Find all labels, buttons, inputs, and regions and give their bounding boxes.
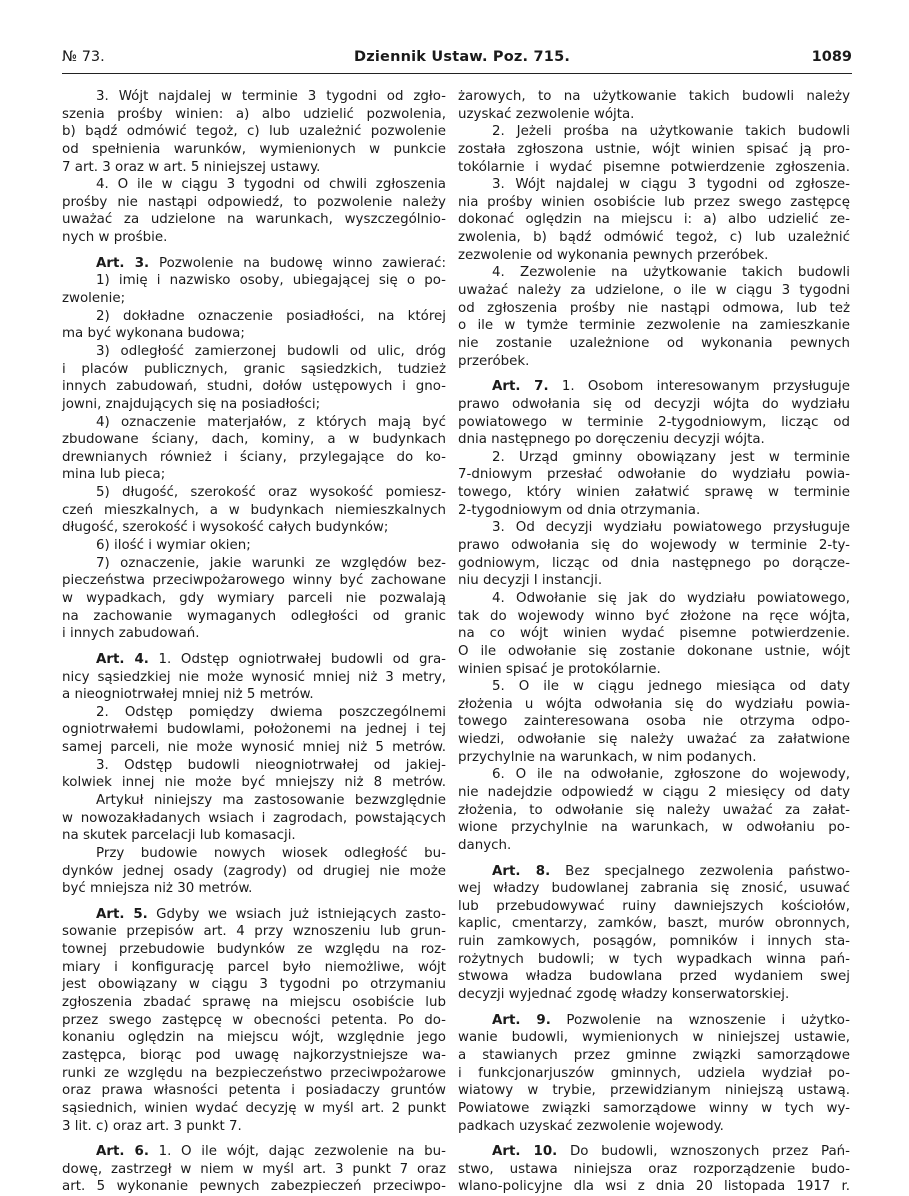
text-line: wiedzi, odwołanie się należy uważać za załatwione	[458, 732, 850, 748]
text-line: wej władzy budowlanej zabrania się znosić, usuwać	[458, 881, 850, 897]
text-line: art. 5 wykonanie pewnych zabezpieczeń przeciwpo-	[62, 1179, 446, 1195]
text-line: żarowych, to na użytkowanie takich budowli należy	[458, 89, 850, 104]
text-line: długość, szerokość i wysokość całych budynków;	[62, 520, 389, 536]
text-line: samej parceli, nie może wynosić mniej niż 5 metrów.	[62, 740, 446, 756]
text-line: i funkcjonarjuszów gminnych, udziela wydział po-	[458, 1065, 850, 1081]
text-line: na skutek parcelacji lub komasacji.	[62, 828, 296, 844]
text-line: Art. 10. Do budowli, wznoszonych przez Pań-	[492, 1144, 850, 1160]
text-line: uważać należy za udzielone, o ile w ciągu 3 tygodni	[458, 283, 850, 299]
text-line: godniowym, licząc od dnia następnego po dorącze-	[458, 555, 850, 571]
header-rule	[62, 73, 852, 74]
text-line: złożenia, to odwołanie się należy uważać za załat-	[458, 802, 850, 818]
text-line: drewnianych również i ściany, przylegające do ko-	[62, 449, 446, 465]
text-line: uważać za udzielone na warunkach, wyszczególnio-	[62, 212, 446, 228]
text-line: dnia następnego po doręczeniu decyzji wójta.	[458, 432, 765, 448]
text-line: sowanie przepisów art. 4 przy wznoszeniu lub grun-	[62, 924, 446, 940]
text-line: Art. 4. 1. Odstęp ogniotrwałej budowli od gra-	[96, 651, 446, 667]
text-line: 7-dniowym przesłać odwołanie do wydziału powia-	[458, 467, 850, 483]
text-line: lub przebudowywać ruiny dawniejszych kościołów,	[458, 898, 850, 914]
text-line: nicy sąsiedzkiej nie może wynosić mniej niż 3 metry,	[62, 669, 446, 685]
text-line: 5. O ile w ciągu jednego miesiąca od daty	[492, 679, 850, 695]
article-heading: Art. 9.	[492, 1012, 551, 1028]
text-line: powiatowego w terminie 2-tygodniowym, licząc od	[458, 414, 850, 430]
text-line: a stawianych przez gminne związki samorządowe	[458, 1047, 850, 1063]
text-line: winien spisać je protokólarnie.	[458, 661, 661, 677]
text-line: stwo, ustawa niniejsza oraz rozporządzenie budo-	[458, 1161, 850, 1177]
paragraph-gap	[458, 855, 850, 863]
text-line: prawo odwołania się od decyzji wójta do wydziału	[458, 396, 850, 412]
text-line: kaplic, cmentarzy, zamków, baszt, murów obronnych,	[458, 916, 850, 932]
text-line: została zgłoszona ustnie, wójt winien spisać ją pro-	[458, 141, 850, 157]
text-line: padkach uzyskać zezwolenie wojewody.	[458, 1118, 724, 1134]
text-line: 4. O ile w ciągu 3 tygodni od chwili zgłoszenia	[96, 177, 446, 193]
text-line: pieczeństwa przeciwpożarowego winny być zachowane	[62, 573, 446, 589]
text-line: w wypadkach, gdy wymiary parceli nie pozwalają	[62, 590, 446, 606]
text-line: sąsiednich, winien wydać decyzję w myśl art. 2 punkt	[62, 1100, 446, 1116]
text-line: konaniu oględzin na miejscu wójt, względnie jego	[62, 1030, 446, 1046]
text-line: 2. Odstęp pomiędzy dwiema poszczególnemi	[96, 704, 446, 720]
text-line: i placów publicznych, granic sąsiedzkich, tudzież	[62, 361, 446, 377]
text-line: ogniotrwałemi budowlami, położonemi na jednej i tej	[62, 722, 446, 738]
text-line: być mniejsza niż 30 metrów.	[62, 881, 253, 897]
text-line: zwolenie;	[62, 291, 126, 307]
left-text-column	[62, 88, 446, 1196]
text-line: kolwiek innej nie może być mniejszy niż 8 metrów.	[62, 775, 446, 791]
text-line: prośby nie nastąpi odpowiedź, to pozwolenie należy	[62, 194, 446, 210]
text-line: runki ze względu na bezpieczeństwo przeciwpożarowe	[62, 1065, 446, 1081]
text-line: wlano-policyjne dla wsi z dnia 20 listopada 1917 r.	[458, 1179, 850, 1195]
text-line: nia prośby winien osobiście lub przez swego zastępcę	[458, 194, 850, 210]
text-line: niu decyzji I instancji.	[458, 573, 603, 589]
text-line: 3. Wójt najdalej w ciągu 3 tygodni od zgłosze-	[492, 177, 850, 193]
text-line: w nowozakładanych wsiach i zagrodach, powstających	[62, 810, 446, 826]
text-line: od spełnienia warunków, wymienionych w punkcie	[62, 141, 446, 157]
text-line: 7) oznaczenie, jakie warunki ze względów bez-	[96, 555, 446, 571]
text-line: O ile odwołanie się zostanie dokonane ustnie, wójt	[458, 643, 850, 659]
text-line: przez swego zastępcę w obecności petenta. Po do-	[62, 1012, 446, 1028]
text-line: 1) imię i nazwisko osoby, ubiegającej się o po-	[96, 273, 446, 289]
text-line: nie nadejdzie odpowiedź w ciągu 2 miesięcy od daty	[458, 784, 850, 800]
text-line: przeróbek.	[458, 353, 530, 369]
page-number: 1089	[811, 49, 852, 65]
article-heading: Art. 6.	[96, 1144, 149, 1160]
text-line: 2. Urząd gminny obowiązany jest w terminie	[492, 449, 850, 465]
text-line: townej przebudowie budynków ze względu na roz-	[62, 942, 446, 958]
text-line: towego zainteresowana osoba nie otrzyma odpo-	[458, 714, 850, 730]
text-line: Art. 7. 1. Osobom interesowanym przysługuje	[492, 379, 850, 395]
text-line: Przy budowie nowych wiosek odległość bu-	[96, 845, 446, 861]
text-line: 2. Jeżeli prośba na użytkowanie takich budowli	[492, 124, 850, 140]
text-line: jest obowiązany w ciągu 3 tygodni po otrzymaniu	[62, 977, 446, 993]
text-line: miary i konfigurację parcel było niemożliwe, wójt	[62, 959, 446, 975]
text-line: Art. 6. 1. O ile wójt, dając zezwolenie na bu-	[96, 1144, 446, 1160]
article-heading: Art. 3.	[96, 255, 150, 271]
paragraph-gap	[62, 643, 446, 651]
text-line: jowni, znajdujących się na posiadłości;	[62, 396, 321, 412]
text-line: 3. Od decyzji wydziału powiatowego przysługuje	[492, 520, 850, 536]
text-line: zgłoszenia zbadać sprawę na miejscu osobiście lub	[62, 995, 446, 1011]
text-line: dynków jednej osady (zagrody) od drugiej nie może	[62, 863, 446, 879]
text-line: tak do wojewody winno być złożone na ręce wójta,	[458, 608, 850, 624]
text-line: zastępca, biorąc pod uwagę najkorzystniejsze wa-	[62, 1047, 446, 1063]
paragraph-gap	[458, 1135, 850, 1143]
paragraph-gap	[62, 1135, 446, 1143]
text-line: 5) długość, szerokość oraz wysokość pomiesz-	[96, 485, 446, 501]
text-line: uzyskać zezwolenie wójta.	[458, 106, 635, 122]
text-line: prawo odwołania się do wojewody w terminie 2-ty-	[458, 538, 850, 554]
text-line: ma być wykonana budowa;	[62, 326, 245, 342]
text-line: innych zabudowań, studni, dołów ustępowych i gno-	[62, 379, 446, 395]
article-heading: Art. 8.	[492, 863, 551, 879]
text-line: decyzji wyjednać zgodę władzy konserwatorskiej.	[458, 987, 790, 1003]
issue-number: № 73.	[62, 49, 105, 65]
text-line: 6) ilość i wymiar okien;	[96, 538, 251, 554]
text-line: b) bądź odmówić tegoż, c) lub uzależnić pozwolenie	[62, 124, 446, 140]
text-line: na co wójt winien wydać pisemne potwierdzenie.	[458, 626, 850, 642]
text-line: Art. 8. Bez specjalnego zezwolenia państwo-	[492, 863, 850, 879]
text-line: towego, który winien załatwić sprawę w terminie	[458, 485, 850, 501]
right-text-column	[458, 88, 850, 1196]
text-line: Art. 9. Pozwolenie na wznoszenie i użytko-	[492, 1012, 850, 1028]
text-line: szenia prośby winien: a) albo udzielić pozwolenia,	[62, 106, 446, 122]
text-line: Artykuł niniejszy ma zastosowanie bezwzględnie	[96, 792, 446, 808]
text-line: mina lub pieca;	[62, 467, 166, 483]
text-line: czeń mieszkalnych, a w budynkach niemieszkalnych	[62, 502, 446, 518]
text-line: 3) odległość zamierzonej budowli od ulic, dróg	[96, 343, 446, 359]
text-line: tokólarnie i wydać pisemne potwierdzenie zgłoszenia.	[458, 159, 850, 175]
text-line: 3. Wójt najdalej w terminie 3 tygodni od zgło-	[96, 89, 446, 104]
text-line: Powiatowe związki samorządowe winny w tych wy-	[458, 1100, 850, 1116]
text-line: wanie budowli, wymienionych w niniejszej ustawie,	[458, 1030, 850, 1046]
text-line: dowę, zastrzegł w niem w myśl art. 3 punkt 7 oraz	[62, 1161, 446, 1177]
journal-title: Dziennik Ustaw. Poz. 715.	[354, 49, 571, 65]
text-line: rożytnych budowli; w tych wypadkach winna pań-	[458, 951, 850, 967]
text-line: Art. 3. Pozwolenie na budowę winno zawierać:	[96, 255, 446, 271]
article-heading: Art. 10.	[492, 1144, 558, 1160]
paragraph-gap	[62, 898, 446, 906]
paragraph-gap	[458, 1004, 850, 1012]
paragraph-gap	[62, 247, 446, 255]
text-line: 4. Odwołanie się jak do wydziału powiatowego,	[492, 590, 850, 606]
text-line: 2-tygodniowym od dnia otrzymania.	[458, 502, 701, 518]
text-line: nych w prośbie.	[62, 230, 168, 246]
text-line: zbudowane ściany, dach, kominy, a w budynkach	[62, 432, 446, 448]
text-line: od zgłoszenia prośby nie nastąpi odmowa, lub też	[458, 300, 850, 316]
article-heading: Art. 7.	[492, 379, 549, 395]
page-header	[62, 49, 852, 71]
text-line: 4) oznaczenie materjałów, z których mają być	[96, 414, 446, 430]
article-heading: Art. 5.	[96, 906, 148, 922]
text-line: Art. 5. Gdyby we wsiach już istniejących zasto-	[96, 906, 446, 922]
text-line: 4. Zezwolenie na użytkowanie takich budowli	[492, 265, 850, 281]
text-line: 3. Odstęp budowli nieogniotrwałej od jakiej-	[96, 757, 446, 773]
text-line: przychylnie na warunkach, w nim podanych.	[458, 749, 757, 765]
paragraph-gap	[458, 370, 850, 378]
text-line: nie zostanie uzależnione od wykonania pewnych	[458, 335, 850, 351]
text-line: stwowa władza budowlana przed wydaniem swej	[458, 969, 850, 985]
article-heading: Art. 4.	[96, 651, 149, 667]
text-line: 3 lit. c) oraz art. 3 punkt 7.	[62, 1118, 242, 1134]
text-line: wione przychylnie na warunkach, w odwołaniu po-	[458, 820, 850, 836]
text-line: danych.	[458, 837, 512, 853]
text-line: zwolenia, b) bądź odmówić tegoż, c) lub uzależnić	[458, 230, 850, 246]
text-line: oraz prawa własności petenta i posiadaczy gruntów	[62, 1083, 446, 1099]
text-line: ruin zamkowych, posągów, pomników i innych sta-	[458, 934, 850, 950]
text-line: wiatowy w trybie, przewidzianym niniejszą ustawą.	[458, 1083, 850, 1099]
text-line: 7 art. 3 oraz w art. 5 niniejszej ustawy.	[62, 159, 321, 175]
text-line: złożenia u wójta odwołania się do wydziału powia-	[458, 696, 850, 712]
text-line: i innych zabudowań.	[62, 626, 200, 642]
text-line: dokonać oględzin na miejscu i: a) albo udzielić ze-	[458, 212, 850, 228]
text-line: zezwolenie od wykonania pewnych przeróbek.	[458, 247, 769, 263]
text-line: na zachowanie wymaganych odległości od granic	[62, 608, 446, 624]
text-line: 2) dokładne oznaczenie posiadłości, na której	[96, 308, 446, 324]
text-line: o ile w tymże terminie zezwolenie na zamieszkanie	[458, 318, 850, 334]
text-line: a nieogniotrwałej mniej niż 5 metrów.	[62, 687, 314, 703]
text-line: 6. O ile na odwołanie, zgłoszone do wojewody,	[492, 767, 850, 783]
